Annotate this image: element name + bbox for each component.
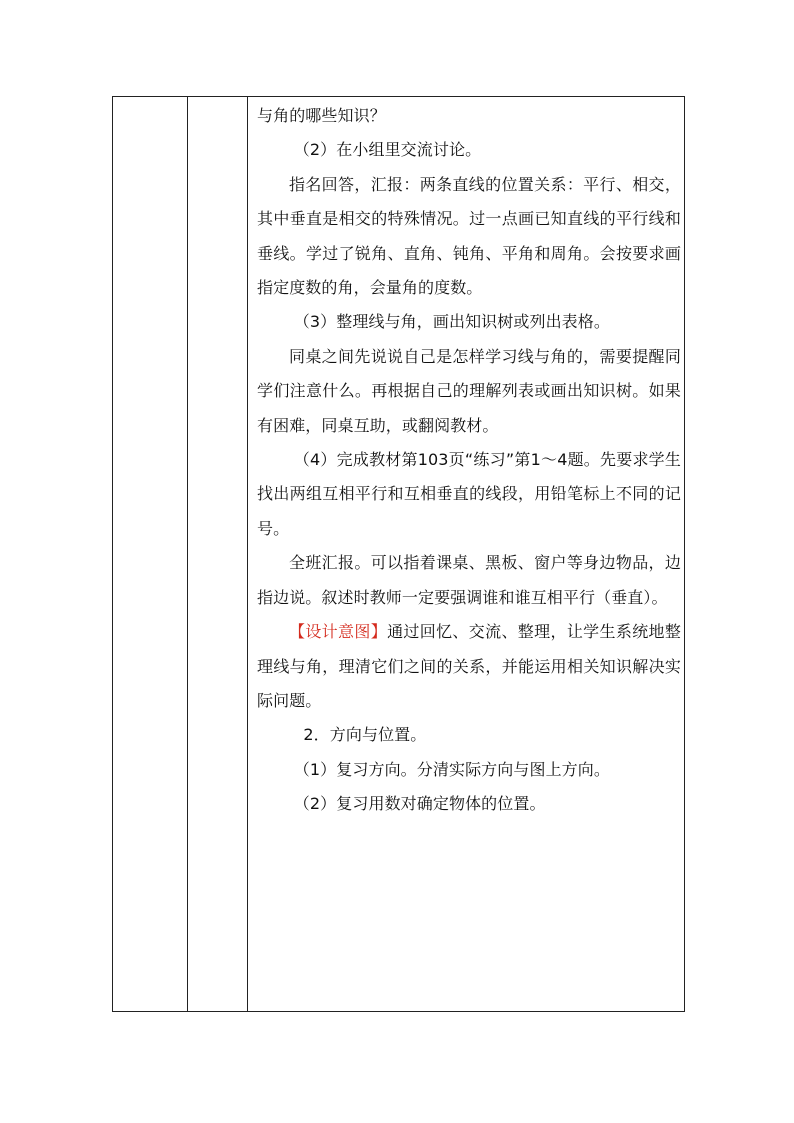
lesson-table — [112, 96, 685, 1012]
design-intent-label: 【设计意图】 — [289, 622, 388, 642]
paragraph-design-intent — [257, 615, 681, 718]
table-cell-empty-2 — [188, 97, 247, 1011]
paragraph-review-direction: （1）复习方向。分清实际方向与图上方向。 — [293, 759, 610, 779]
table-cell-empty-1 — [113, 97, 187, 1011]
paragraph-class-report: 全班汇报。可以指着课桌、黑板、窗户等身边物品，边指边说。叙述时教师一定要强调谁和谁互相平行（垂直）。 — [257, 553, 681, 607]
paragraph-answer-report: 指名回答，汇报：两条直线的位置关系：平行、相交，其中垂直是相交的特殊情况。过一点画已知直线的平行线和垂线。学过了锐角、直角、钝角、平角和周角。会按要求画指定度数的角，会量角的度数。 — [257, 174, 681, 298]
paragraph-desk-mates: 同桌之间先说说自己是怎样学习线与角的，需要提醒同学们注意什么。再根据自己的理解列表或画出知识树。如果有困难，同桌互助，或翻阅教材。 — [257, 346, 681, 435]
design-intent-text: 通过回忆、交流、整理，让学生系统地整理线与角，理清它们之间的关系，并能运用相关知识解决实际问题。 — [257, 622, 681, 710]
paragraph-section-2: 2．方向与位置。 — [303, 725, 427, 745]
table-cell-content — [257, 97, 681, 822]
paragraph-continuation: 与角的哪些知识？ — [257, 106, 386, 125]
column-divider-2 — [247, 97, 248, 1011]
paragraph-step-4: （4）完成教材第103页“练习”第1～4题。先要求学生找出两组互相平行和互相垂直的线段，用铅笔标上不同的记号。 — [257, 450, 681, 538]
paragraph-step-3: （3）整理线与角，画出知识树或列出表格。 — [293, 312, 610, 332]
paragraph-step-2: （2）在小组里交流讨论。 — [293, 140, 482, 160]
paragraph-review-position: （2）复习用数对确定物体的位置。 — [293, 794, 546, 814]
